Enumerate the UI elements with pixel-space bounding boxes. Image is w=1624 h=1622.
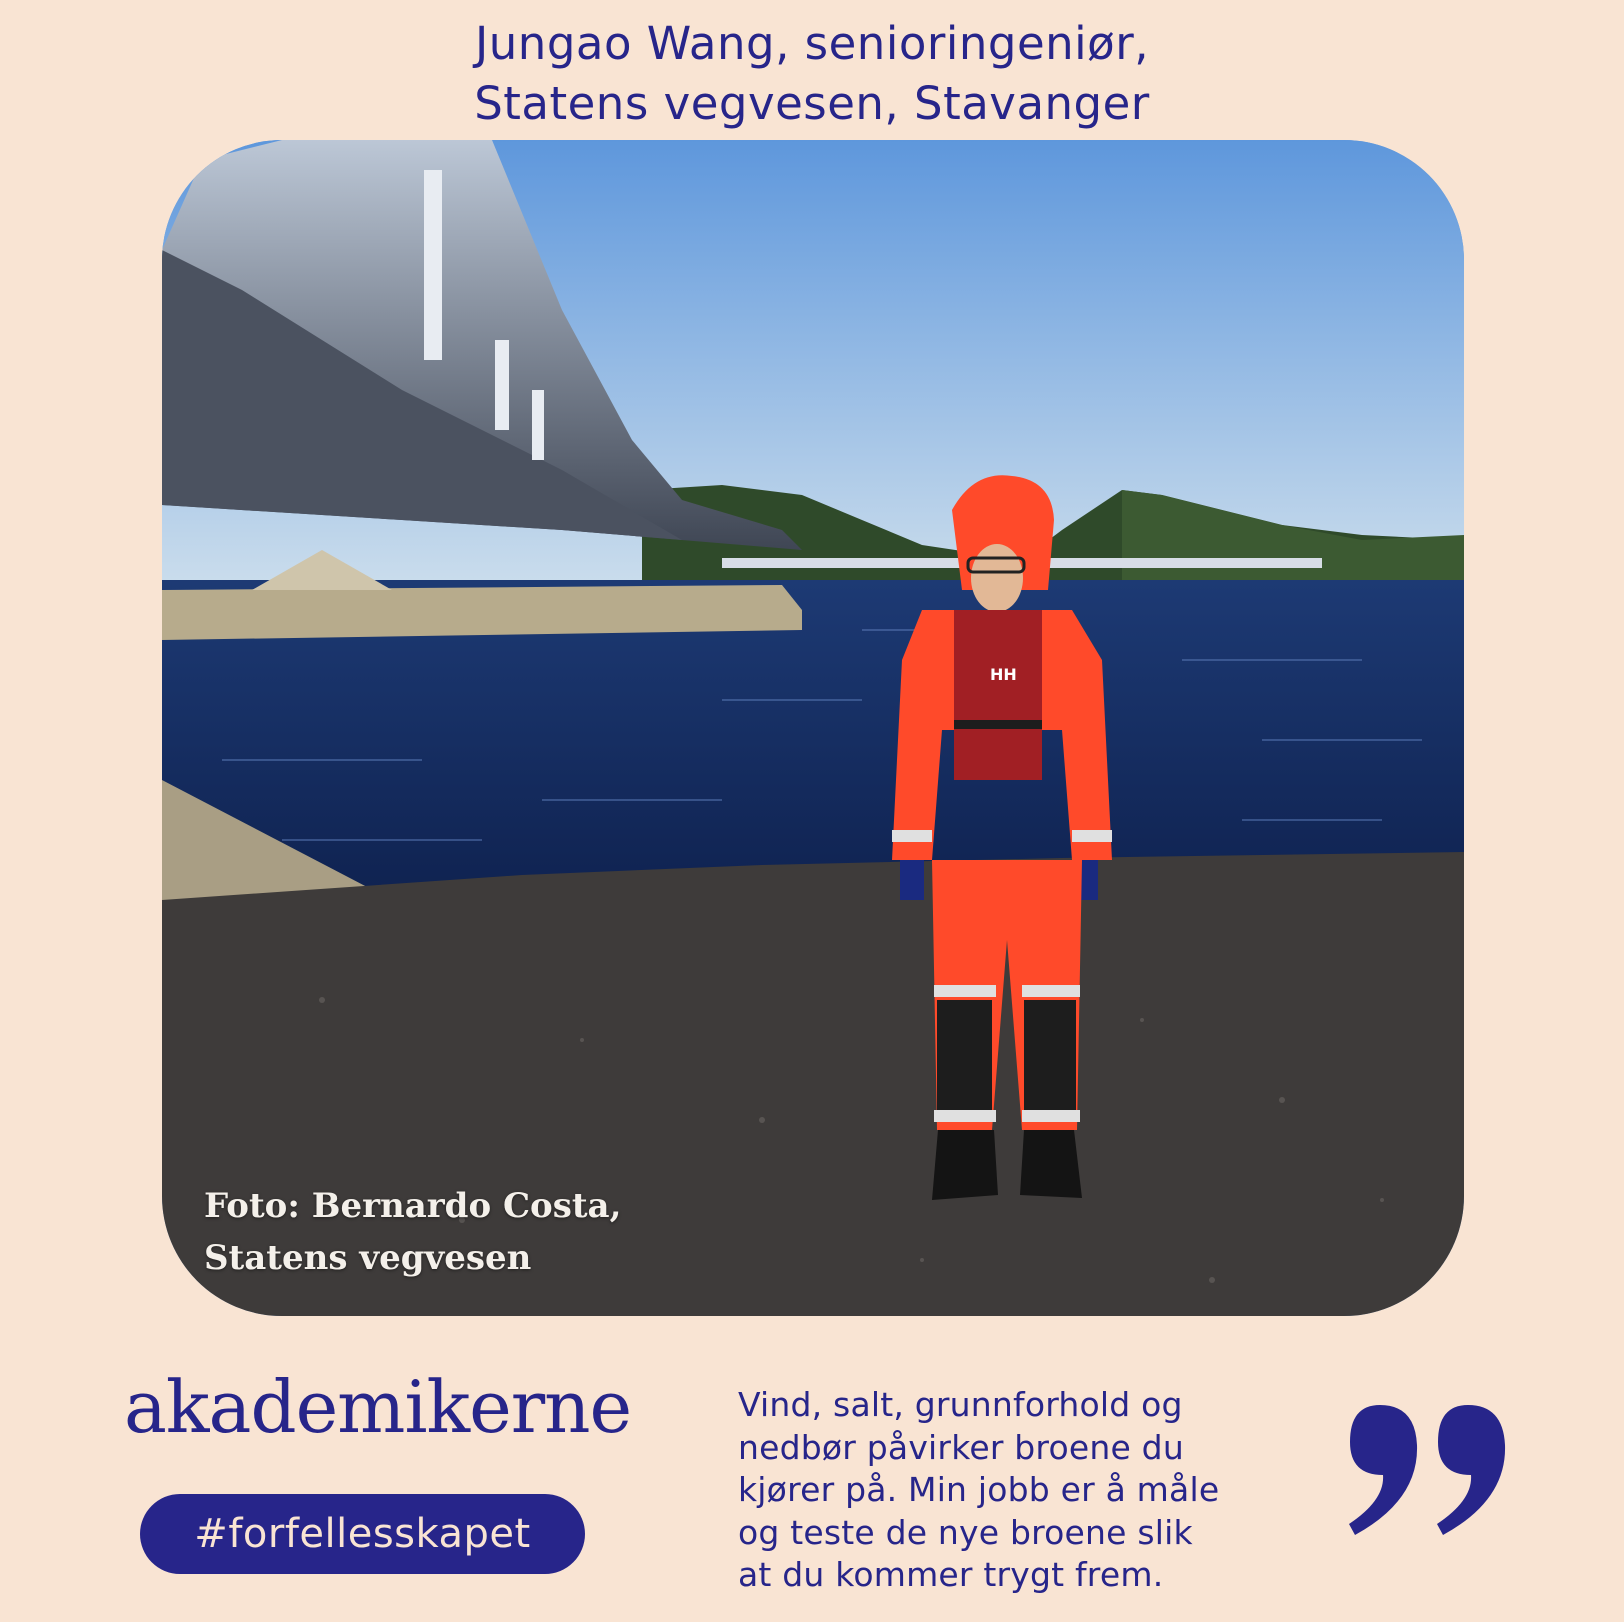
quote-line: og teste de nye broene slik (738, 1512, 1193, 1552)
jacket-logo: HH (990, 665, 1017, 684)
headline (0, 14, 1624, 134)
quote-line: Vind, salt, grunnforhold og (738, 1385, 1183, 1424)
photo-credit-line-2: Statens vegvesen (204, 1238, 532, 1278)
akademikerne-logo: akademikerne (124, 1365, 632, 1449)
photo-credit (204, 1180, 621, 1284)
quote-text (738, 1384, 1298, 1597)
headline-line-1: Jungao Wang, senioringeniør, (475, 17, 1149, 70)
quote-line: at du kommer trygt frem. (738, 1555, 1164, 1594)
photo-scene (162, 140, 1464, 1316)
headline-line-2: Statens vegvesen, Stavanger (474, 77, 1150, 130)
portrait-photo (162, 140, 1464, 1316)
photo-credit-line-1: Foto: Bernardo Costa, (204, 1186, 622, 1226)
quote-line: kjører på. Min jobb er å måle (738, 1470, 1220, 1509)
quote-line: nedbør påvirker broene du (738, 1427, 1184, 1467)
hashtag-badge: #forfellesskapet (140, 1494, 585, 1574)
closing-quote-icon (1345, 1400, 1515, 1550)
